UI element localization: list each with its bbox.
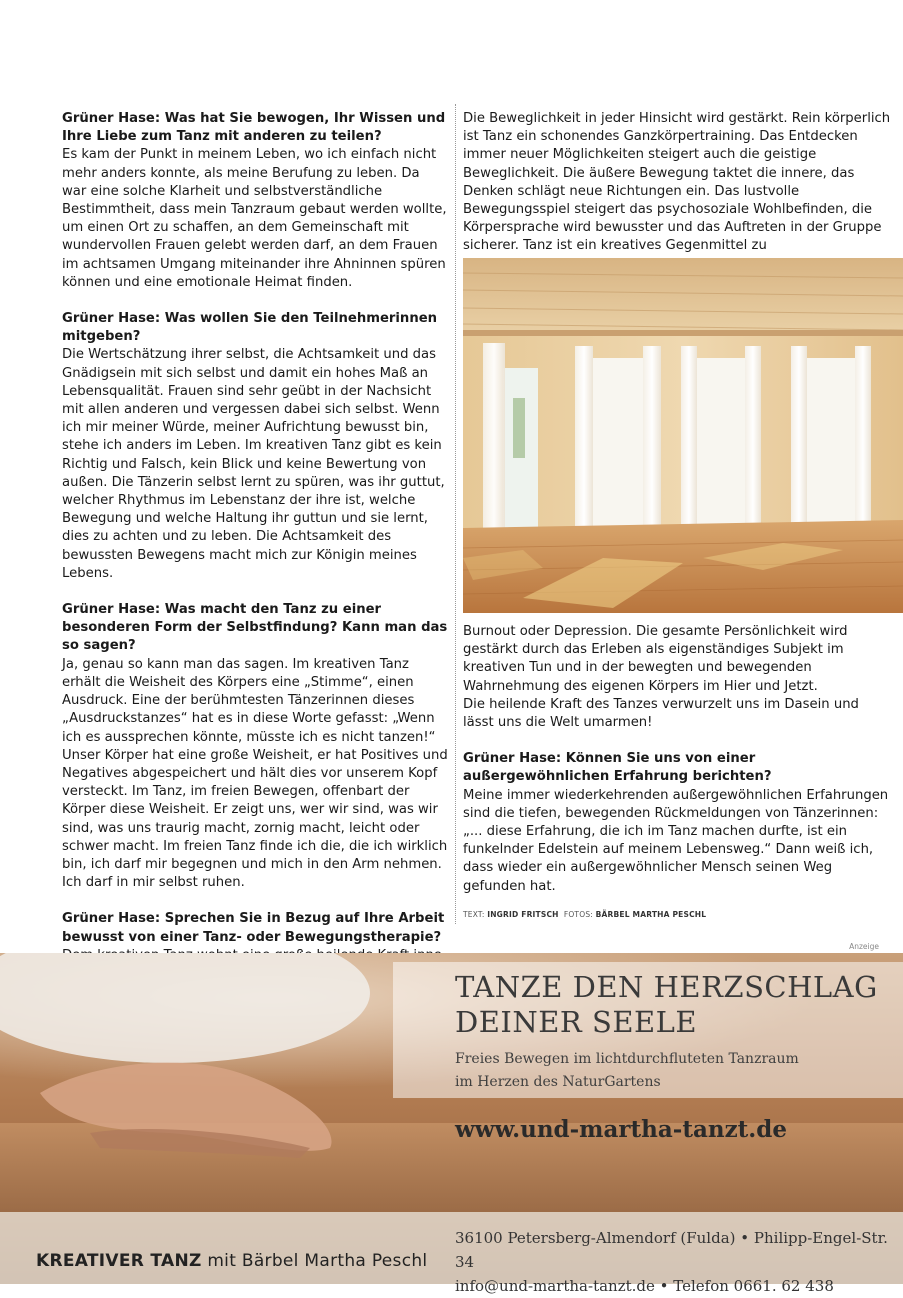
interview-answer: Meine immer wiederkehrenden außergewöhnlichen Erfahrungen sind die tiefen, bewegenden Rückmeldungen von Tänzerinnen: „... diese Erfahrung, die ich im Tanz machen durfte, ist ein funkelnder Edelstein auf meinem Lebensweg.“ Dann weiß ich, dass wieder ein außergewöhnlicher Mensch seinen Weg gefunden hat. <box>463 787 889 894</box>
article-right-column-top <box>463 110 893 256</box>
interview-block-1 <box>62 110 448 292</box>
interview-question: Grüner Hase: Was macht den Tanz zu einer besonderen Form der Selbstfindung? Kann man das so sagen? <box>62 602 448 654</box>
interview-question: Grüner Hase: Was hat Sie bewogen, Ihr Wissen und Ihre Liebe zum Tanz mit anderen zu teilen? <box>62 111 446 145</box>
article-continuation <box>463 623 893 732</box>
interview-block-3 <box>62 601 448 892</box>
ad-email-phone[interactable]: info@und-martha-tanzt.de • Telefon 0661. 62 438 <box>455 1277 834 1295</box>
interview-question: Grüner Hase: Sprechen Sie in Bezug auf Ihre Arbeit bewusst von einer Tanz- oder Bewegungstherapie? <box>62 911 445 945</box>
interview-answer: Es kam der Punkt in meinem Leben, wo ich einfach nicht mehr anders konnte, als meine Berufung zu leben. Da war eine solche Klarheit und selbstverständliche Bestimmtheit, dass mein Tanzraum gebaut werden wollte, um einen Ort zu schaffen, an dem Gemeinschaft mit wundervollen Frauen gelebt werden darf, an dem Frauen im achtsamen Umgang miteinander ihre Ahninnen spüren können und eine emotionale Heimat finden. <box>62 147 447 290</box>
ad-website-link[interactable]: www.und-martha-tanzt.de <box>455 1116 787 1143</box>
article-right-column-bottom <box>463 623 893 914</box>
ad-contact-info <box>455 1226 903 1298</box>
article-paragraph: Die Beweglichkeit in jeder Hinsicht wird gestärkt. Rein körperlich ist Tanz ein schonendes Ganzkörpertraining. Das Entdecken immer neuer Möglichkeiten steigert auch die geistige Beweglichkeit. Die äußere Bewegung taktet die innere, das Denken schlägt neue Richtungen ein. Das lustvolle Bewegungsspiel steigert das psychosoziale Wohlbefinden, die Körpersprache wird bewusster und das Auftreten in der Gruppe sicherer. Tanz ist ein kreatives Gegenmittel zu <box>463 111 891 254</box>
ad-label: Anzeige <box>849 942 879 951</box>
interview-question: Grüner Hase: Was wollen Sie den Teilnehmerinnen mitgeben? <box>62 311 438 345</box>
interview-block-2 <box>62 310 448 583</box>
interview-answer: Ja, genau so kann man das sagen. Im kreativen Tanz erhält die Weisheit des Körpers eine „Stimme“, einen Ausdruck. Eine der berühmtesten Tänzerinnen dieses „Ausdruckstanzes“ hat es in diese Worte gefasst: „Wenn ich es aussprechen könnte, müsste ich es nicht tanzen!“ Unser Körper hat eine große Weisheit, er hat Positives und Negatives abgespeichert und hält dies vor unserem Kopf versteckt. Im Tanz, im freien Bewegen, offenbart der Körper diese Weisheit. Er zeigt uns, wer wir sind, was wir sind, was uns traurig macht, zornig macht, leicht oder schwer macht. Im freien Tanz finde ich die, die ich wirklich bin, ich darf mir begegnen und mich in den Arm nehmen. Ich darf in mir selbst ruhen. <box>62 656 448 891</box>
article-paragraph: Die heilende Kraft des Tanzes verwurzelt uns im Dasein und lässt uns die Welt umarmen! <box>463 696 859 731</box>
interview-answer: Die Wertschätzung ihrer selbst, die Achtsamkeit und das Gnädigsein mit sich selbst und damit ein hohes Maß an Lebensqualität. Frauen sind sehr geübt in der Nachsicht mit allen anderen und vergessen dabei sich selbst. Wenn ich mir meiner Würde, meiner Aufrichtung bewusst bin, stehe ich anders im Leben. Im kreativen Tanz gibt es kein Richtig und Falsch, kein Blick und keine Bewertung von außen. Die Tänzerin selbst lernt zu spüren, was ihr guttut, welcher Rhythmus im Lebenstanz der ihre ist, welche Bewegung und welche Haltung ihr guttun und sie lernt, dies zu achten und zu leben. Die Achtsamkeit des bewussten Bewegens macht mich zur Königin meines Lebens. <box>62 347 445 581</box>
dance-studio-photo <box>463 258 903 613</box>
column-divider <box>455 104 456 924</box>
ad-brand-name: KREATIVER TANZ mit Bärbel Martha Peschl <box>36 1251 428 1271</box>
interview-question: Grüner Hase: Können Sie uns von einer außergewöhnlichen Erfahrung berichten? <box>463 751 772 785</box>
article-paragraph: Burnout oder Depression. Die gesamte Persönlichkeit wird gestärkt durch das Erleben als eigenständiges Subjekt im kreativen Tun und in der bewegten und bewegenden Wahrnehmung des eigenen Körpers im Hier und Jetzt. <box>463 624 848 694</box>
ad-address: 36100 Petersberg-Almendorf (Fulda) • Philipp-Engel-Str. 34 <box>455 1229 888 1271</box>
article-left-column <box>62 110 448 983</box>
ad-headline: TANZE DEN HERZSCHLAG DEINER SEELE <box>455 970 878 1039</box>
interview-block-5 <box>463 750 893 896</box>
ad-subheadline: Freies Bewegen im lichtdurchfluteten Tanzraum im Herzen des NaturGartens <box>455 1051 799 1090</box>
photo-credits: TEXT: INGRID FRITSCH FOTOS: BÄRBEL MARTHA PESCHL <box>463 910 707 919</box>
